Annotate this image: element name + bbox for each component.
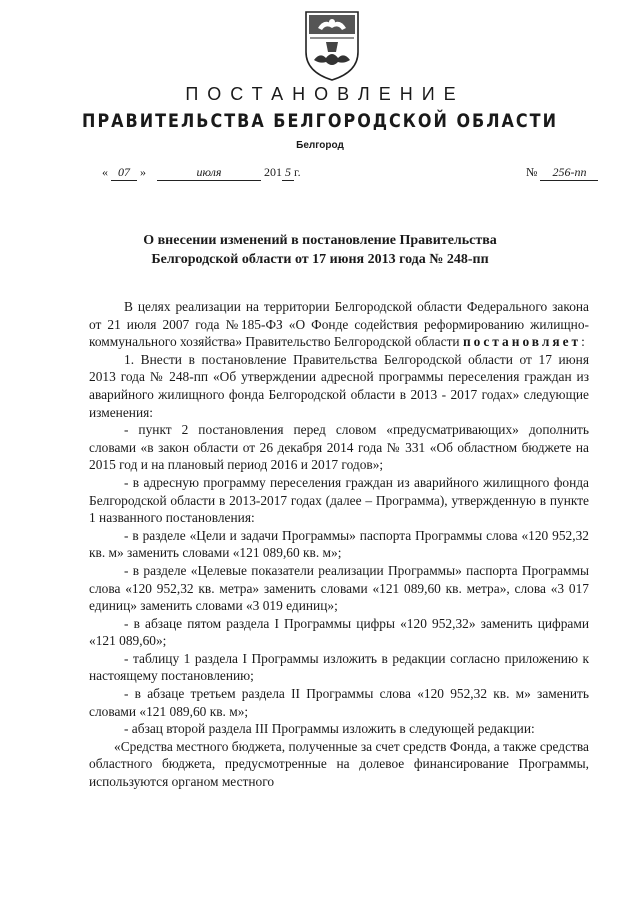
paragraph-target-indicators: - в разделе «Целевые показатели реализации Программы» паспорта Программы слова «120 952,32 кв. метра» заменить словами «121 089,60 кв. метра», слова «3 017 единиц» заменить словами «3 019 единиц»; (89, 562, 589, 614)
issuer-heading: ПРАВИТЕЛЬСТВА БЕЛГОРОДСКОЙ ОБЛАСТИ (82, 109, 558, 132)
date-quote-open: « (102, 165, 108, 179)
paragraph-quoted-text: «Средства местного бюджета, полученные за счет средств Фонда, а также средства областного бюджета, предусмотренные на долевое финансирование Программы, используются органом местного (89, 738, 589, 790)
date-year-suffix: 5 (282, 165, 294, 181)
preamble-text: В целях реализации на территории Белгородской области Федерального закона от 21 июля 2007 года №185-ФЗ «О Фонде содействия реформированию жилищно-коммунального хозяйства» Правительство Белгородской области (89, 299, 589, 350)
title-line-1: О внесении изменений в постановление Правительства (143, 233, 497, 248)
paragraph-preamble (89, 298, 589, 351)
number-label: № (526, 165, 538, 179)
document-number-field (526, 165, 598, 181)
paragraph-section-1-figures: - в абзаце пятом раздела I Программы цифры «120 952,32» заменить цифрами «121 089,60»; (89, 615, 589, 649)
document-body (89, 298, 589, 791)
date-month: июля (157, 165, 261, 181)
date-field (102, 165, 301, 181)
paragraph-amend-program: - в адресную программу переселения граждан из аварийного жилищного фонда Белгородской области в 2013-2017 годах (далее – Программа), утвержденную в пункте 1 названного постановления: (89, 474, 589, 526)
paragraph-table-1: - таблицу 1 раздела I Программы изложить в редакции согласно приложению к настоящему постановлению; (89, 650, 589, 684)
date-year-prefix: 201 (264, 165, 282, 179)
preamble-colon: : (581, 334, 585, 350)
title-line-2: Белгородской области от 17 июня 2013 года № 248-пп (151, 252, 489, 267)
resolves-keyword: постановляет (462, 334, 582, 350)
document-title (60, 231, 580, 269)
paragraph-amend-clause-2: - пункт 2 постановления перед словом «предусматривающих» дополнить словами «в закон области от 26 декабря 2014 года № 331 «Об областном бюджете на 2015 год и на плановый период 2016 и 2017 годов»; (89, 422, 589, 473)
date-day: 07 (111, 165, 137, 181)
city-label: Белгород (296, 140, 344, 151)
date-quote-close: » (140, 165, 146, 179)
paragraph-goals-section: - в разделе «Цели и задачи Программы» паспорта Программы слова «120 952,32 кв. м» заменить словами «121 089,60 кв. м»; (89, 527, 589, 561)
document-type-heading: ПОСТАНОВЛЕНИЕ (185, 84, 465, 104)
paragraph-item-1: 1. Внести в постановление Правительства Белгородской области от 17 июня 2013 года № 248-пп «Об утверждении адресной программы переселения граждан из аварийного жилищного фонда Белгородской области в 2013 - 2017 годах» следующие изменения: (89, 351, 589, 420)
paragraph-section-2: - в абзаце третьем раздела II Программы слова «120 952,32 кв. м» заменить словами «121 089,60 кв. м»; (89, 686, 589, 719)
paragraph-section-3: - абзац второй раздела III Программы изложить в следующей редакции: (124, 721, 535, 737)
document-number: 256-пп (540, 165, 598, 181)
coat-of-arms-emblem (300, 8, 364, 82)
date-year-end: г. (294, 165, 301, 179)
